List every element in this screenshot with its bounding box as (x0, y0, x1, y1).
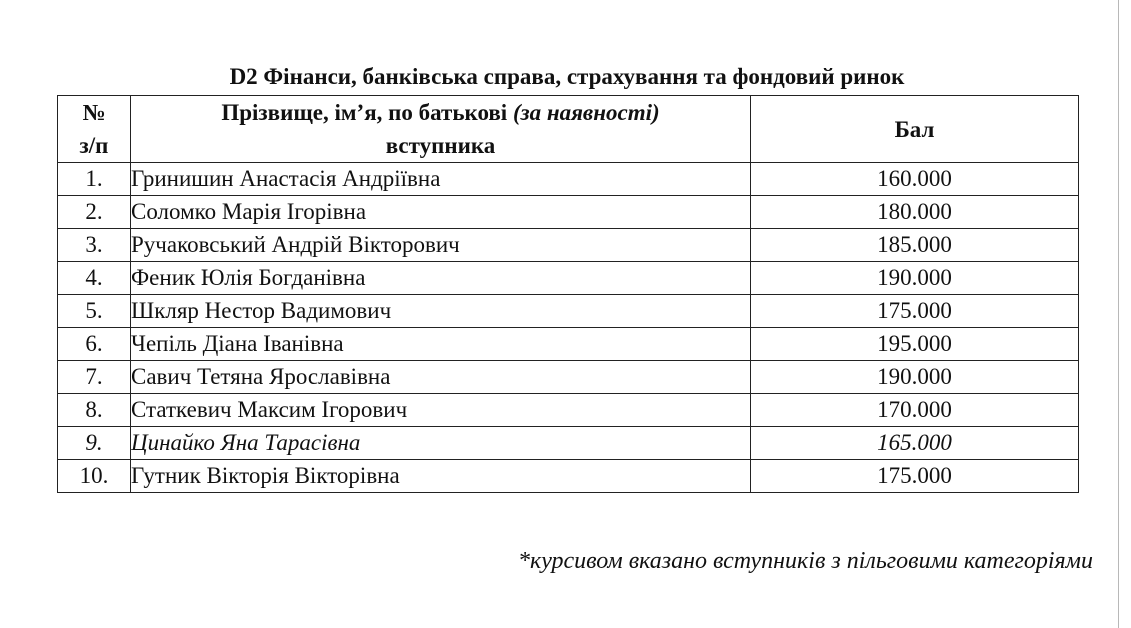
footnote: *курсивом вказано вступників з пільговими категоріями (517, 548, 1093, 574)
row-name: Савич Тетяна Ярославівна (131, 361, 751, 394)
row-number: 9. (58, 427, 131, 460)
results-table (57, 95, 1079, 493)
table-row (58, 394, 1079, 427)
row-score: 195.000 (751, 328, 1079, 361)
header-name-italic: (за наявності) (512, 100, 660, 125)
table-row (58, 460, 1079, 493)
table-row (58, 262, 1079, 295)
table-row (58, 196, 1079, 229)
row-number: 8. (58, 394, 131, 427)
row-score: 175.000 (751, 460, 1079, 493)
row-number: 4. (58, 262, 131, 295)
row-score: 180.000 (751, 196, 1079, 229)
row-name: Цинайко Яна Тарасівна (131, 427, 751, 460)
header-name (131, 96, 751, 163)
row-number: 2. (58, 196, 131, 229)
row-score: 190.000 (751, 361, 1079, 394)
row-score: 170.000 (751, 394, 1079, 427)
row-score: 160.000 (751, 163, 1079, 196)
row-name: Соломко Марія Ігорівна (131, 196, 751, 229)
row-number: 5. (58, 295, 131, 328)
table-row-privileged (58, 427, 1079, 460)
row-name: Феник Юлія Богданівна (131, 262, 751, 295)
row-number: 10. (58, 460, 131, 493)
document-title: D2 Фінанси, банківська справа, страхування та фондовий ринок (229, 64, 905, 89)
header-number-line1: № (82, 100, 106, 125)
header-score: Бал (751, 96, 1079, 163)
page-edge-line (1118, 0, 1119, 628)
table-row (58, 163, 1079, 196)
header-name-line2: вступника (385, 133, 496, 158)
header-name-main: Прізвище, ім’я, по батькові (221, 100, 508, 125)
row-score: 190.000 (751, 262, 1079, 295)
header-number-line2: з/п (79, 133, 109, 158)
row-name: Чепіль Діана Іванівна (131, 328, 751, 361)
row-number: 1. (58, 163, 131, 196)
table-row (58, 328, 1079, 361)
row-number: 7. (58, 361, 131, 394)
row-score: 165.000 (751, 427, 1079, 460)
table-header-row (58, 96, 1079, 163)
row-name: Гутник Вікторія Вікторівна (131, 460, 751, 493)
row-number: 6. (58, 328, 131, 361)
table-row (58, 295, 1079, 328)
row-name: Шкляр Нестор Вадимович (131, 295, 751, 328)
table-row (58, 361, 1079, 394)
row-score: 175.000 (751, 295, 1079, 328)
row-name: Гринишин Анастасія Андріївна (131, 163, 751, 196)
row-score: 185.000 (751, 229, 1079, 262)
row-number: 3. (58, 229, 131, 262)
row-name: Ручаковський Андрій Вікторович (131, 229, 751, 262)
header-number (58, 96, 131, 163)
row-name: Статкевич Максим Ігорович (131, 394, 751, 427)
table-row (58, 229, 1079, 262)
